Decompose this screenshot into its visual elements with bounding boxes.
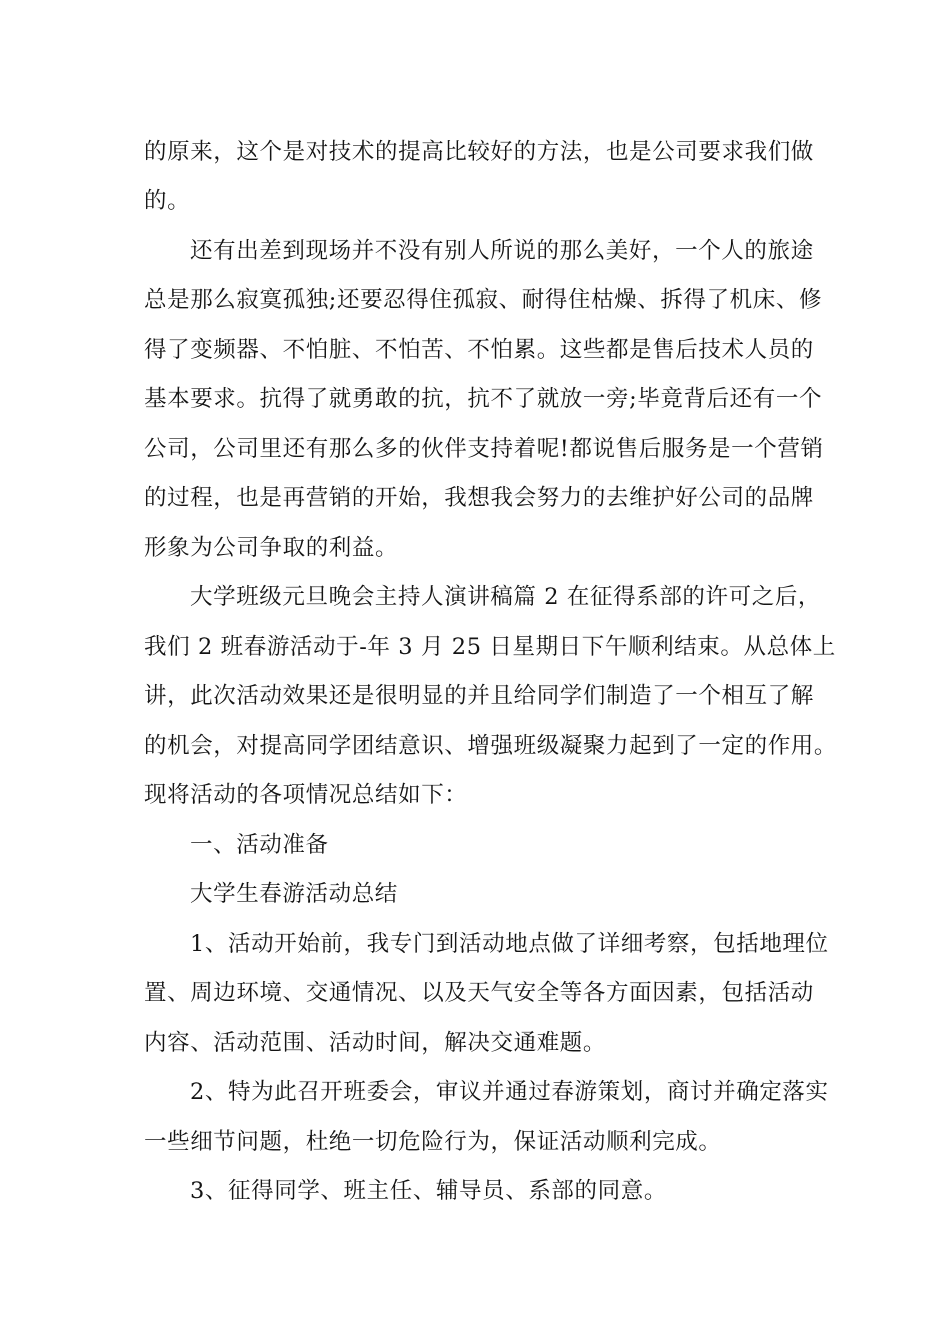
text-line: 现将活动的各项情况总结如下： [144, 782, 468, 808]
section-heading: 一、活动准备 [190, 832, 329, 858]
text-line: 内容、活动范围、活动时间，解决交通难题。 [144, 1030, 607, 1056]
section-title: 大学生春游活动总结 [190, 881, 398, 907]
paragraph-start-line: 还有出差到现场并不没有别人所说的那么美好，一个人的旅途 [190, 238, 814, 264]
text-line: 讲，此次活动效果还是很明显的并且给同学们制造了一个相互了解 [144, 683, 814, 709]
list-item-3-start: 3、征得同学、班主任、辅导员、系部的同意。 [190, 1178, 667, 1204]
paragraph-start-line: 大学班级元旦晚会主持人演讲稿篇 2 在征得系部的许可之后， [190, 584, 822, 610]
text-line: 公司，公司里还有那么多的伙伴支持着呢!都说售后服务是一个营销 [144, 436, 824, 462]
list-item-2-start: 2、特为此召开班委会，审议并通过春游策划，商讨并确定落实 [190, 1079, 829, 1105]
text-line: 的过程，也是再营销的开始，我想我会努力的去维护好公司的品牌 [144, 485, 814, 511]
text-line: 的机会，对提高同学团结意识、增强班级凝聚力起到了一定的作用。 [144, 733, 838, 759]
list-item-1-start: 1、活动开始前，我专门到活动地点做了详细考察，包括地理位 [190, 931, 829, 957]
text-line: 总是那么寂寞孤独;还要忍得住孤寂、耐得住枯燥、拆得了机床、修 [144, 287, 823, 313]
text-line: 的原来，这个是对技术的提高比较好的方法，也是公司要求我们做 [144, 139, 814, 165]
text-line: 我们 2 班春游活动于-年 3 月 25 日星期日下午顺利结束。从总体上 [144, 634, 836, 660]
text-line: 形象为公司争取的利益。 [144, 535, 399, 561]
text-line: 得了变频器、不怕脏、不怕苦、不怕累。这些都是售后技术人员的 [144, 337, 814, 363]
text-line: 一些细节问题，杜绝一切危险行为，保证活动顺利完成。 [144, 1129, 722, 1155]
text-line: 置、周边环境、交通情况、以及天气安全等各方面因素，包括活动 [144, 980, 814, 1006]
text-line: 基本要求。抗得了就勇敢的抗，抗不了就放一旁;毕竟背后还有一个 [144, 386, 823, 412]
text-line: 的。 [144, 188, 191, 214]
